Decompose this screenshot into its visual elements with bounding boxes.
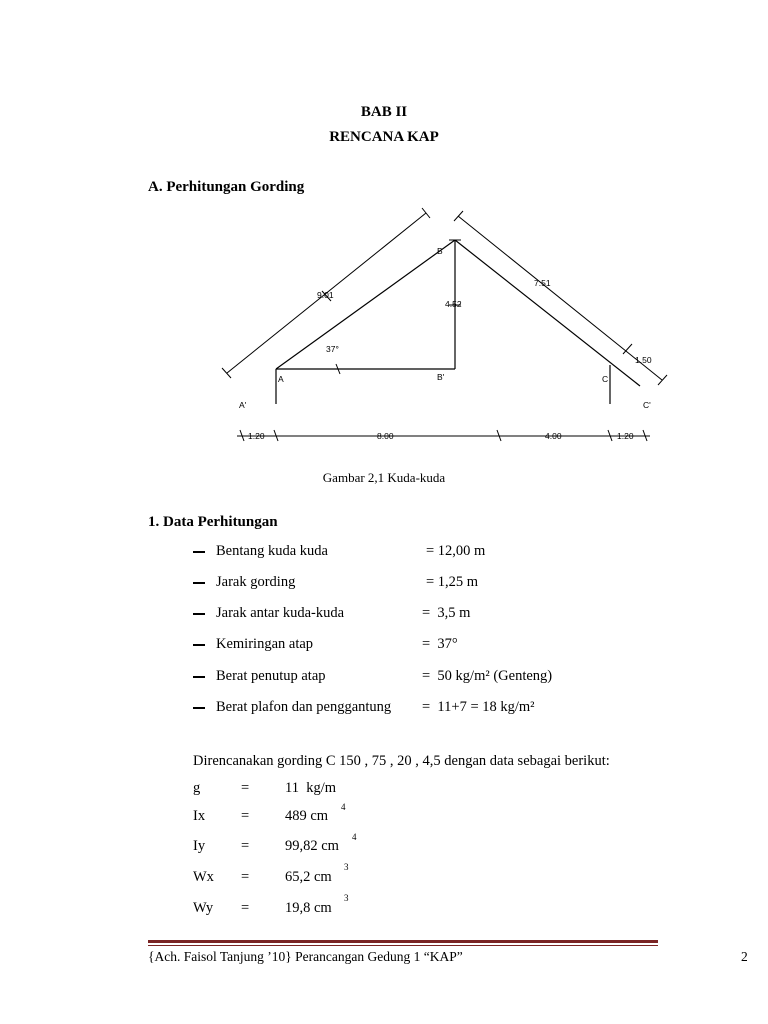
section-a-heading: A. Perhitungan Gording (148, 179, 305, 195)
label-point-b-prime: B' (437, 372, 445, 382)
property-value: 19,8 cm (285, 900, 332, 916)
data-item-label: Jarak gording (216, 574, 296, 590)
data-item-value: = 11+7 = 18 kg/m² (422, 699, 535, 715)
property-superscript: 4 (352, 832, 357, 842)
bullet-dash (193, 582, 205, 584)
label-angle: 37° (326, 344, 339, 354)
label-point-a-prime: A' (239, 400, 247, 410)
property-value: 11 kg/m (285, 780, 337, 796)
data-item-label: Bentang kuda kuda (216, 543, 328, 559)
bullet-dash (193, 707, 205, 709)
chapter-title: RENCANA KAP (329, 129, 439, 145)
property-equals: = (241, 900, 250, 916)
gording-intro: Direncanakan gording C 150 , 75 , 20 , 4,5 dengan data sebagai berikut: (193, 753, 610, 769)
property-value: 99,82 cm (285, 838, 339, 854)
data-item-value: = 1,25 m (426, 574, 479, 590)
property-equals: = (241, 780, 250, 796)
data-item-label: Kemiringan atap (216, 636, 314, 652)
data-item-value: = 50 kg/m² (Genteng) (422, 668, 553, 684)
property-superscript: 4 (341, 802, 346, 812)
property-superscript: 3 (344, 862, 349, 872)
label-point-a: A (278, 374, 284, 384)
property-name: Iy (193, 838, 206, 854)
label-point-c: C (602, 374, 609, 384)
label-dim-1-50: 1.50 (635, 355, 652, 365)
property-name: Wy (193, 900, 214, 916)
label-bottom-2: 8.00 (377, 431, 394, 441)
dim-line-right-rafter (458, 216, 662, 380)
data-item-value: = 3,5 m (422, 605, 471, 621)
bullet-dash (193, 676, 205, 678)
label-dim-7-51: 7.51 (534, 278, 551, 288)
label-dim-4-52: 4.52 (445, 299, 462, 309)
property-name: g (193, 780, 201, 796)
footer-rule-thick (148, 940, 658, 943)
label-dim-9-01: 9.01 (317, 290, 334, 300)
label-point-b: B (437, 246, 443, 256)
figure-caption: Gambar 2,1 Kuda-kuda (322, 470, 446, 485)
data-item-value: = 37° (422, 636, 458, 652)
data-item-label: Berat penutup atap (216, 668, 326, 684)
property-superscript: 3 (344, 893, 349, 903)
data-item-value: = 12,00 m (426, 543, 486, 559)
property-equals: = (241, 869, 250, 885)
label-bottom-3: 4.00 (545, 431, 562, 441)
bullet-dash (193, 551, 205, 553)
data-item-label: Berat plafon dan penggantung (216, 699, 392, 715)
bullet-dash (193, 613, 205, 615)
property-equals: = (241, 838, 250, 854)
property-value: 489 cm (285, 808, 329, 824)
property-value: 65,2 cm (285, 869, 332, 885)
data-item-label: Jarak antar kuda-kuda (216, 605, 345, 621)
label-bottom-4: 1.20 (617, 431, 634, 441)
page-number: 2 (741, 949, 748, 964)
chapter-number: BAB II (360, 104, 408, 120)
footer-rule-thin (148, 945, 658, 946)
section-1-heading: 1. Data Perhitungan (148, 514, 278, 530)
bullet-dash (193, 644, 205, 646)
label-point-c-prime: C' (643, 400, 651, 410)
property-name: Wx (193, 869, 214, 885)
label-bottom-1: 1.20 (248, 431, 265, 441)
property-name: Ix (193, 808, 206, 824)
footer-text: {Ach. Faisol Tanjung ’10} Perancangan Gedung 1 “KAP” (148, 949, 463, 964)
right-rafter (455, 240, 640, 386)
truss-diagram (0, 0, 768, 460)
property-equals: = (241, 808, 250, 824)
left-rafter (276, 240, 455, 369)
